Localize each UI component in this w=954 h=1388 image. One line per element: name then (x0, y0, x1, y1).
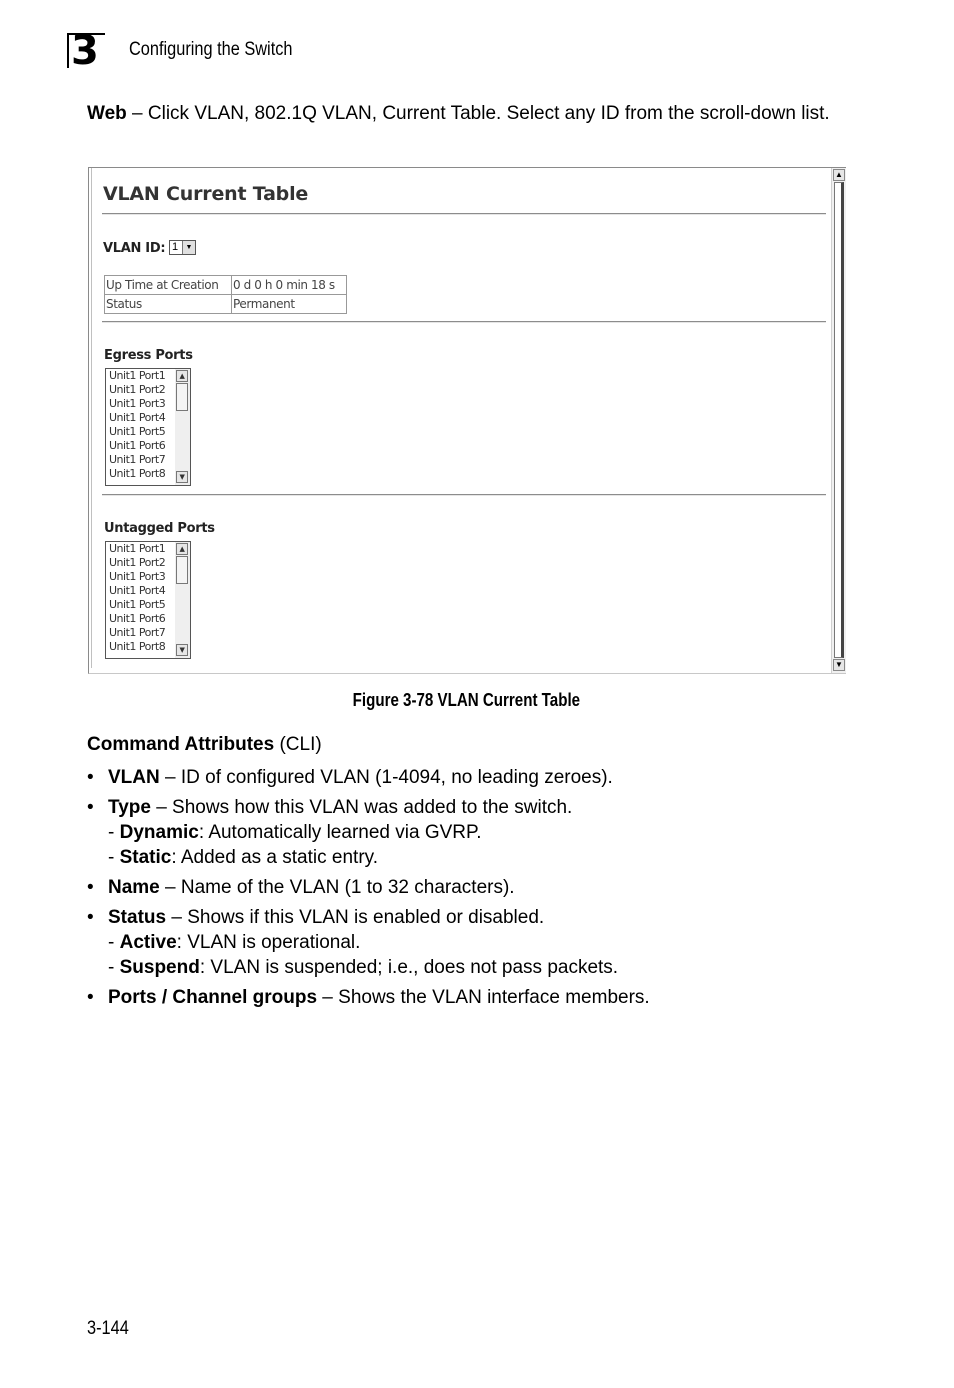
scroll-up-icon[interactable]: ▲ (833, 169, 845, 181)
chapter-number: 3 (71, 28, 99, 74)
list-item[interactable]: Unit1 Port7 (109, 626, 166, 639)
scroll-up-icon[interactable]: ▲ (176, 370, 188, 382)
info-key: Up Time at Creation (105, 276, 232, 295)
scroll-down-icon[interactable]: ▼ (176, 644, 188, 656)
list-item[interactable]: Unit1 Port6 (109, 439, 166, 452)
list-item[interactable]: Unit1 Port3 (109, 570, 166, 583)
scroll-thumb[interactable] (176, 556, 188, 584)
egress-ports-list[interactable] (105, 368, 191, 486)
list-item[interactable]: Unit1 Port5 (109, 598, 166, 611)
scroll-up-icon[interactable]: ▲ (176, 543, 188, 555)
sub-item: - Suspend: VLAN is suspended; i.e., does not pass packets. (108, 957, 619, 978)
list-item: • Type – Shows how this VLAN was added to the switch. - Dynamic: Automatically learned via GVRP. - Static: Added as a static entry. (87, 795, 887, 870)
list-scrollbar[interactable] (175, 369, 190, 485)
list-item[interactable]: Unit1 Port1 (109, 369, 166, 382)
list-scrollbar[interactable] (175, 542, 190, 658)
vlan-id-select[interactable] (169, 240, 196, 255)
chapter-title: Configuring the Switch (129, 39, 293, 60)
list-item[interactable]: Unit1 Port8 (109, 640, 166, 653)
list-item[interactable]: Unit1 Port7 (109, 453, 166, 466)
list-item[interactable]: Unit1 Port2 (109, 556, 166, 569)
scroll-thumb[interactable] (176, 383, 188, 411)
vlan-info-table (104, 275, 347, 314)
heading-suffix: (CLI) (274, 734, 322, 755)
figure-caption: Figure 3-78 VLAN Current Table (352, 690, 580, 710)
chevron-down-icon[interactable]: ▼ (182, 241, 195, 254)
page-number: 3-144 (87, 1318, 129, 1339)
egress-ports-label: Egress Ports (104, 348, 193, 363)
list-item[interactable]: Unit1 Port1 (109, 542, 166, 555)
scroll-thumb[interactable] (834, 182, 844, 658)
list-item[interactable]: Unit1 Port4 (109, 584, 166, 597)
vlan-id-label: VLAN ID: (103, 241, 166, 256)
info-value: Permanent (232, 295, 347, 314)
list-item: • VLAN – ID of configured VLAN (1-4094, no leading zeroes). (87, 767, 613, 788)
list-item: • Name – Name of the VLAN (1 to 32 characters). (87, 877, 515, 898)
untagged-ports-list[interactable] (105, 541, 191, 659)
divider (102, 494, 826, 495)
intro-paragraph (87, 101, 857, 127)
untagged-ports-label: Untagged Ports (104, 521, 215, 536)
info-key: Status (105, 295, 232, 314)
list-item[interactable]: Unit1 Port8 (109, 467, 166, 480)
intro-text: – Click VLAN, 802.1Q VLAN, Current Table. Select any ID from the scroll-down list. (126, 103, 830, 124)
command-attributes-heading (87, 732, 857, 758)
table-row (105, 276, 347, 295)
list-item: • Ports / Channel groups – Shows the VLAN interface members. (87, 987, 650, 1008)
chapter-marker (67, 28, 105, 74)
intro-bold: Web (87, 103, 127, 124)
list-item[interactable]: Unit1 Port3 (109, 397, 166, 410)
list-item: • Status – Shows if this VLAN is enabled or disabled. - Active: VLAN is operational. - Suspend: VLAN is suspended; i.e., does not pass packets. (87, 905, 887, 980)
sub-item: - Dynamic: Automatically learned via GVRP. (108, 822, 482, 843)
info-value: 0 d 0 h 0 min 18 s (232, 276, 347, 295)
list-item[interactable]: Unit1 Port4 (109, 411, 166, 424)
list-item[interactable]: Unit1 Port6 (109, 612, 166, 625)
table-row (105, 295, 347, 314)
sub-item: - Static: Added as a static entry. (108, 847, 379, 868)
vlan-id-value: 1 (172, 241, 179, 253)
divider (102, 321, 826, 322)
scroll-down-icon[interactable]: ▼ (176, 471, 188, 483)
list-item[interactable]: Unit1 Port2 (109, 383, 166, 396)
divider (102, 213, 826, 214)
screen-title: VLAN Current Table (103, 183, 309, 205)
scroll-down-icon[interactable]: ▼ (833, 659, 845, 671)
vlan-current-table-screenshot (88, 167, 846, 674)
list-item[interactable]: Unit1 Port5 (109, 425, 166, 438)
heading-bold: Command Attributes (87, 734, 275, 755)
screenshot-content (91, 168, 832, 668)
sub-item: - Active: VLAN is operational. (108, 932, 361, 953)
attribute-list (87, 765, 887, 1015)
page-scrollbar[interactable] (831, 168, 846, 673)
